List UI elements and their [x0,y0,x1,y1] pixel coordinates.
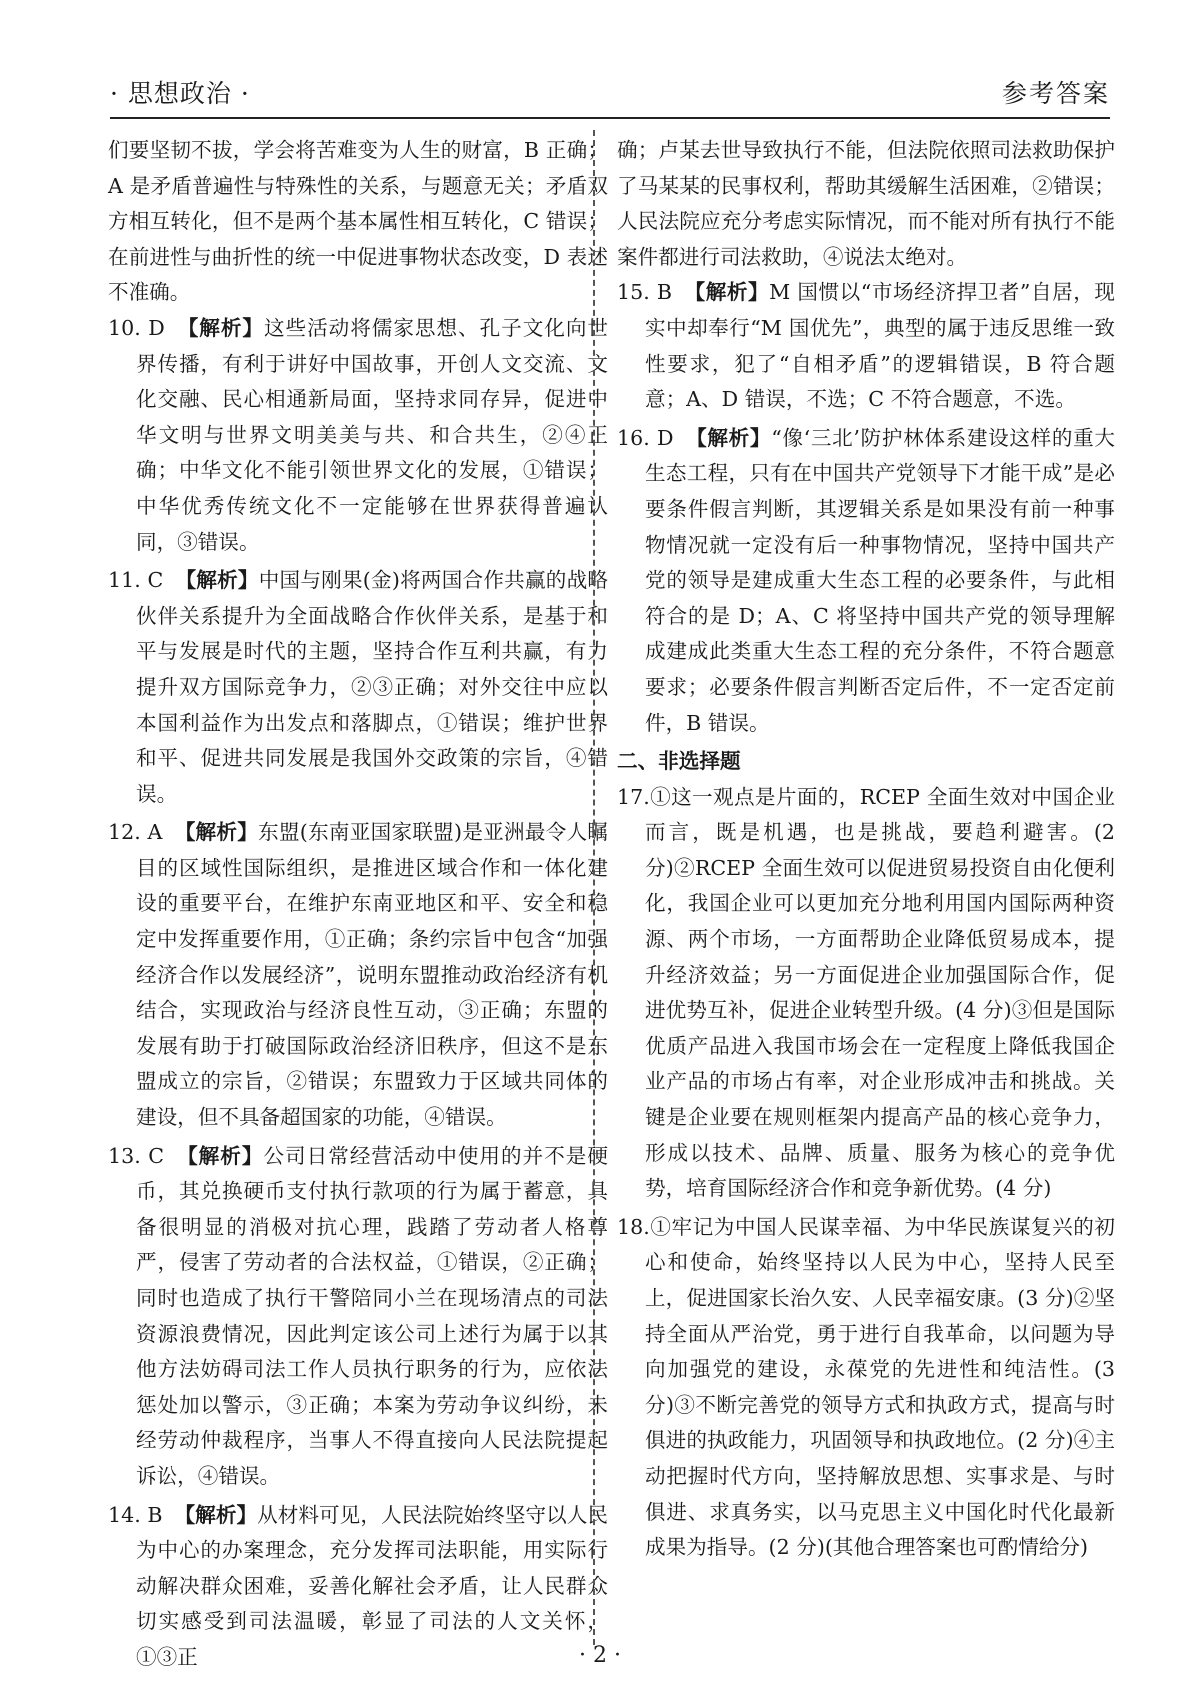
item-number: 14. B [108,1502,163,1527]
item-number: 15. B [617,280,672,305]
item-text: M 国惯以“市场经济捍卫者”自居，现实中却奉行“M 国优先”，典型的属于违反思维一致性要求，犯了“自相矛盾”的逻辑错误，B 符合题意；A、D 错误，不选；C 不符合题意，不选。 [645,280,1116,412]
item-text: ①这一观点是片面的，RCEP 全面生效对中国企业而言，既是机遇，也是挑战，要趋利避害。(2 分)②RCEP 全面生效可以促进贸易投资自由化便利化，我国企业可以更加充分地利用国内国际两种资源、两个市场，一方面帮助企业降低贸易成本，提升经济效益；另一方面促进企业加强国际合作，促进优势互补，促进企业转型升级。(4 分)③但是国际优质产品进入我国市场会在一定程度上降低我国企业产品的市场占有率，对企业形成冲击和挑战。关键是企业要在规则框架内提高产品的核心竞争力，形成以技术、品牌、质量、服务为核心的竞争优势，培育国际经济合作和竞争新优势。(4 分) [645,784,1115,1201]
subject-title: · 思想政治 · [110,79,250,108]
answer-item-12 [108,815,608,1135]
item-number: 12. A [108,820,163,845]
answer-item-16 [617,421,1115,741]
answer-key-label: 参考答案 [1001,79,1110,108]
page-header [110,74,1110,114]
item-text: 公司日常经营活动中使用的并不是硬币，其兑换硬币支付执行款项的行为属于蓄意，具备很明显的消极对抗心理，践踏了劳动者人格尊严，侵害了劳动者的合法权益，①错误，②正确；同时也造成了执行干警陪同小兰在现场清点的司法资源浪费情况，因此判定该公司上述行为属于以其他方法妨碍司法工作人员执行职务的行为，应依法惩处加以警示，③正确；本案为劳动争议纠纷，未经劳动仲裁程序，当事人不得直接向人民法院提起诉讼，④错误。 [136,1143,608,1488]
header-rule [110,117,1110,119]
left-column [108,133,608,1679]
answer-item-11 [108,563,608,812]
analysis-tag: 【解析】 [175,568,259,593]
item-number: 17. [617,784,650,809]
analysis-tag: 【解析】 [176,315,264,340]
analysis-tag: 【解析】 [174,1502,258,1527]
section-title: 二、非选择题 [617,749,741,774]
analysis-tag: 【解析】 [174,820,259,845]
continuation-text: 确；卢某去世导致执行不能，但法院依照司法救助保护了马某某的民事权利，帮助其缓解生活困难，②错误；人民法院应充分考虑实际情况，而不能对所有执行不能案件都进行司法救助，④说法太绝对。 [617,138,1115,269]
answer-item-13 [108,1139,608,1495]
item-text: 这些活动将儒家思想、孔子文化向世界传播，有利于讲好中国故事，开创人文交流、文化交融、民心相通新局面，坚持求同存异，促进中华文明与世界文明美美与共、和合共生，②④正确；中华文化不能引领世界文化的发展，①错误；中华优秀传统文化不一定能够在世界获得普遍认同，③错误。 [136,315,609,554]
page-number: · 2 · [579,1643,621,1668]
column-divider [593,130,595,1645]
item-text: 中国与刚果(金)将两国合作共赢的战略伙伴关系提升为全面战略合作伙伴关系，是基于和平与发展是时代的主题，坚持合作互利共赢，有力提升双方国际竞争力，②③正确；对外交往中应以本国利益作为出发点和落脚点，①错误；维护世界和平、促进共同发展是我国外交政策的宗旨，④错误。 [136,568,609,806]
item-number: 11. C [108,568,164,593]
item-text: 从材料可见，人民法院始终坚守以人民为中心的办案理念，充分发挥司法职能，用实际行动解决群众困难，妥善化解社会矛盾，让人民群众切实感受到司法温暖，彰显了司法的人文关怀，①③正 [136,1502,608,1669]
answer-item-17 [617,780,1115,1207]
answer-item-10 [108,311,608,560]
analysis-tag: 【解析】 [176,1143,264,1168]
answer-item-15 [617,275,1115,417]
item-text: “像‘三北’防护林体系建设这样的重大生态工程，只有在中国共产党领导下才能干成”是必要条件假言判断，其逻辑关系是如果没有前一种事物情况就一定没有后一种事物情况，坚持中国共产党的领导是建成重大生态工程的必要条件，与此相符合的是 D；A、C 将坚持中国共产党的领导理解成建成此类重大生态工程的充分条件，不符合题意要求；必要条件假言判断否定后件，不一定否定前件，B 错误。 [645,425,1116,735]
analysis-tag: 【解析】 [685,425,772,450]
answer-item-18 [617,1210,1115,1566]
item-number: 16. D [617,425,674,450]
item-text: 东盟(东南亚国家联盟)是亚洲最令人瞩目的区域性国际组织，是推进区域合作和一体化建设的重要平台，在维护东南亚地区和平、安全和稳定中发挥重要作用，①正确；条约宗旨中包含“加强经济合作以发展经济”，说明东盟推动政治经济有机结合，实现政治与经济良性互动，③正确；东盟的发展有助于打破国际政治经济旧秩序，但这不是东盟成立的宗旨，②错误；东盟致力于区域共同体的建设，但不具备超国家的功能，④错误。 [136,820,609,1130]
item-number: 13. C [108,1143,165,1168]
analysis-tag: 【解析】 [684,280,770,305]
continuation-text: 们要坚韧不拔，学会将苦难变为人生的财富，B 正确；A 是矛盾普遍性与特殊性的关系，与题意无关；矛盾双方相互转化，但不是两个基本属性相互转化，C 错误；在前进性与曲折性的统一中促进事物状态改变，D 表述不准确。 [108,138,608,305]
item-text: ①牢记为中国人民谋幸福、为中华民族谋复兴的初心和使命，始终坚持以人民为中心，坚持人民至上，促进国家长治久安、人民幸福安康。(3 分)②坚持全面从严治党，勇于进行自我革命，以问题为导向加强党的建设，永葆党的先进性和纯洁性。(3 分)③不断完善党的领导方式和执政方式，提高与时俱进的执政能力，巩固领导和执政地位。(2 分)④主动把握时代方向，坚持解放思想、实事求是、与时俱进、求真务实，以马克思主义中国化时代化最新成果为指导。(2 分)(其他合理答案也可酌情给分) [645,1214,1115,1560]
right-column [617,133,1115,1569]
item-number: 18. [617,1214,650,1239]
item-number: 10. D [108,315,165,340]
